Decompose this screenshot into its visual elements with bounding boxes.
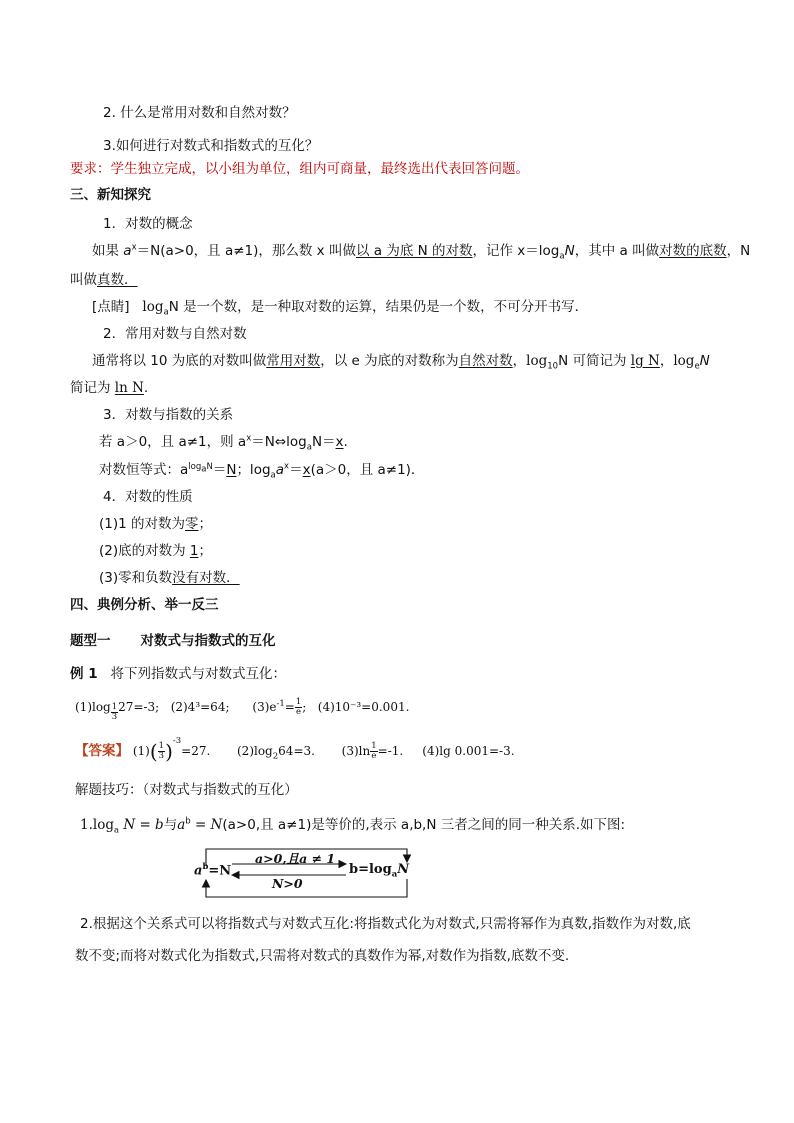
section-3-heading: 三、新知探究 bbox=[70, 187, 151, 203]
s3-identity: 对数恒等式：$a^{log_aN}=N$；$\log_aa^x=x(a>0$，且 a≠1)． bbox=[99, 461, 425, 481]
section-4-heading: 四、典例分析、举一反三 bbox=[70, 597, 219, 613]
example1-answer: 【答案】 (1)( $\frac{1}{3}$ )$^{-3}$=27. $(2)\log_264=3$. (3)ln $\frac{1}{e}$ =-1. (4)lg 0.001=-3. bbox=[75, 736, 515, 764]
s1-definition-line2: 叫做真数． bbox=[70, 272, 138, 288]
s3-relation: 若 a＞0，且 a≠1，则 $a^x=N\Leftrightarrow\log_aN=x$. bbox=[99, 433, 348, 453]
tip-1: $1.\log_a$ N = b与$a^b = N(a>0$,且 a≠1)是等价的,表示 a,b,N 三者之间的同一种关系.如下图: bbox=[80, 816, 626, 836]
s1-definition-line1: 如果 $a^x=N(a>0$，且 a≠1)，那么数 x 叫做以 a 为底 N 的对数，记作 $x=\log_aN$，其中 a 叫做对数的底数，N bbox=[92, 242, 751, 262]
s1-title: 1．对数的概念 bbox=[103, 216, 193, 232]
diagram-bottom-condition: N>0 bbox=[272, 876, 303, 891]
type1-heading: 题型一 对数式与指数式的互化 bbox=[70, 633, 276, 649]
example1-prompt: 例 1 将下列指数式与对数式互化： bbox=[70, 666, 286, 682]
s4-property-3: (3)零和负数没有对数． bbox=[99, 570, 240, 586]
log-exp-relation-diagram bbox=[194, 846, 420, 900]
tips-title: 解题技巧：（对数式与指数式的互化） bbox=[75, 782, 298, 798]
diagram-top-condition: a>0,且a ≠ 1 bbox=[255, 851, 336, 866]
s1-tip: [点睛] $\log_aN$ 是一个数，是一种取对数的运算，结果仍是一个数，不可分开书写． bbox=[92, 299, 589, 318]
question-2: 2. 什么是常用对数和自然对数？ bbox=[103, 105, 296, 121]
s3-title: 3．对数与指数的关系 bbox=[103, 407, 234, 423]
s4-property-2: (2)底的对数为 1； bbox=[99, 543, 213, 559]
s4-title: 4．对数的性质 bbox=[103, 489, 193, 505]
requirement-text: 要求：学生独立完成，以小组为单位，组内可商量，最终选出代表回答问题。 bbox=[70, 161, 529, 177]
diagram-left-expr: $a^b=N$ bbox=[194, 862, 232, 879]
question-3: 3.如何进行对数式和指数式的互化？ bbox=[103, 138, 319, 154]
s2-line2: 简记为 ln N. bbox=[70, 380, 149, 396]
tip-2-line1: 2.根据这个关系式可以将指数式与对数式互化:将指数式化为对数式,只需将幂作为真数,指数作为对数,底 bbox=[80, 916, 691, 932]
diagram-right-expr: $b=\log_aN$ bbox=[349, 862, 410, 880]
tip-2-line2: 数不变;而将对数式化为指数式,只需将对数式的真数作为幂,对数作为指数,底数不变. bbox=[75, 948, 570, 964]
s2-title: 2．常用对数与自然对数 bbox=[103, 326, 247, 342]
s4-property-1: (1)1 的对数为零； bbox=[99, 516, 213, 532]
example1-items: (1)log $\frac{1}{3}$ 27=-3; (2)4³=64; $(3)e^{-1}=$ $\frac{1}{e}$ ; (4)10⁻³=0.001. bbox=[75, 697, 410, 722]
s2-line1: 通常将以 10 为底的对数叫做常用对数，以 e 为底的对数称为自然对数，$\log_{10}N$ 可简记为 lg N，$\log_eN$ bbox=[92, 353, 710, 372]
